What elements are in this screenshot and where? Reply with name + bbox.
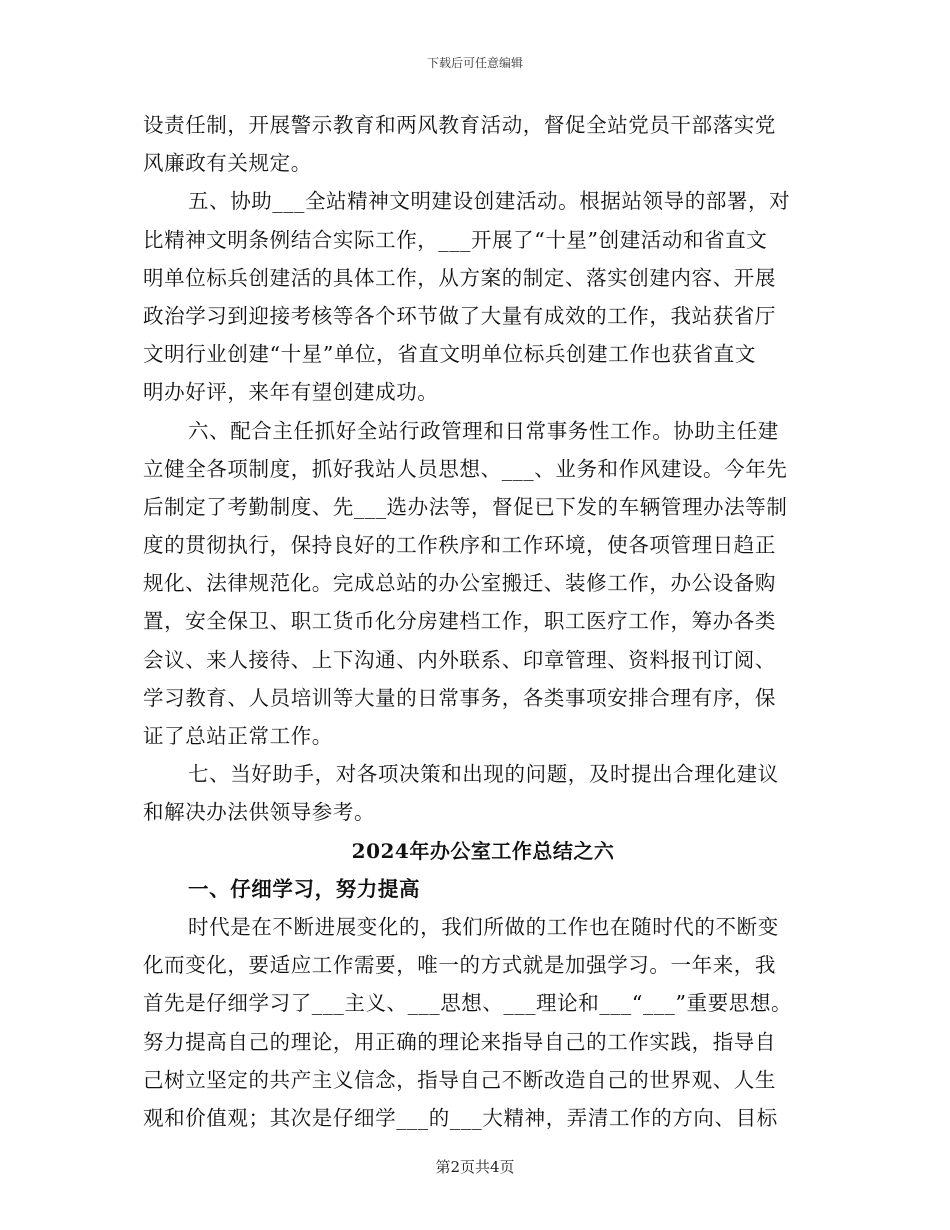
- body-line: 学习教育、人员培训等大量的日常事务，各类事项安排合理有序，保: [143, 685, 776, 710]
- body-line: 证了总站正常工作。: [143, 724, 333, 748]
- body-line: 立健全各项制度，抓好我站人员思想、___、业务和作风建设。今年先: [143, 456, 788, 481]
- body-line: 努力提高自己的理论，用正确的理论来指导自己的工作实践，指导自: [143, 1029, 776, 1054]
- body-line: 首先是仔细学习了___主义、___思想、___理论和___“___”重要思想。: [143, 991, 793, 1016]
- body-line: 明单位标兵创建活的具体工作，从方案的制定、落实创建内容、开展: [143, 265, 776, 290]
- paragraph-start: 时代是在不断进展变化的，我们所做的工作也在随时代的不断变: [188, 914, 779, 939]
- body-line: 观和价值观；其次是仔细学___的___大精神，弄清工作的方向、目标: [143, 1105, 778, 1130]
- body-line: 和解决办法供领导参考。: [143, 800, 376, 825]
- body-line: 己树立坚定的共产主义信念，指导自己不断改造自己的世界观、人生: [143, 1067, 776, 1092]
- paragraph-start: 六、配合主任抓好全站行政管理和日常事务性工作。协助主任建: [188, 418, 779, 443]
- body-line: 度的贯彻执行，保持良好的工作秩序和工作环境，使各项管理日趋正: [143, 533, 776, 558]
- body-line: 规化、法律规范化。完成总站的办公室搬迁、装修工作，办公设备购: [143, 571, 776, 596]
- paragraph-start: 五、协助___全站精神文明建设创建活动。根据站领导的部署，对: [188, 189, 791, 214]
- body-line: 文明行业创建“十星”单位，省直文明单位标兵创建工作也获省直文: [143, 342, 756, 367]
- page-number: 第2页共4页: [435, 1158, 515, 1176]
- section-heading: 一、仔细学习，努力提高: [188, 876, 421, 901]
- body-line: 化而变化，要适应工作需要，唯一的方式就是加强学习。一年来，我: [143, 953, 776, 978]
- body-line: 比精神文明条例结合实际工作，___开展了“十星”创建活动和省直文: [143, 227, 768, 252]
- document-body: [143, 106, 823, 1137]
- section-title: 2024年办公室工作总结之六: [351, 838, 615, 863]
- paragraph-start: 七、当好助手，对各项决策和出现的问题，及时提出合理化建议: [188, 762, 779, 787]
- body-line: 会议、来人接待、上下沟通、内外联系、印章管理、资料报刊订阅、: [143, 647, 776, 672]
- body-line: 后制定了考勤制度、先___选办法等，督促已下发的车辆管理办法等制: [143, 494, 788, 519]
- body-line: 政治学习到迎接考核等各个环节做了大量有成效的工作，我站获省厅: [143, 303, 776, 328]
- body-line: 置，安全保卫、职工货币化分房建档工作，职工医疗工作，筹办各类: [143, 609, 776, 634]
- body-line: 风廉政有关规定。: [143, 151, 312, 176]
- body-line: 设责任制，开展警示教育和两风教育活动，督促全站党员干部落实党: [143, 113, 776, 137]
- page-header-watermark: 下载后可任意编辑: [426, 56, 523, 70]
- body-line: 明办好评，来年有望创建成功。: [143, 380, 439, 405]
